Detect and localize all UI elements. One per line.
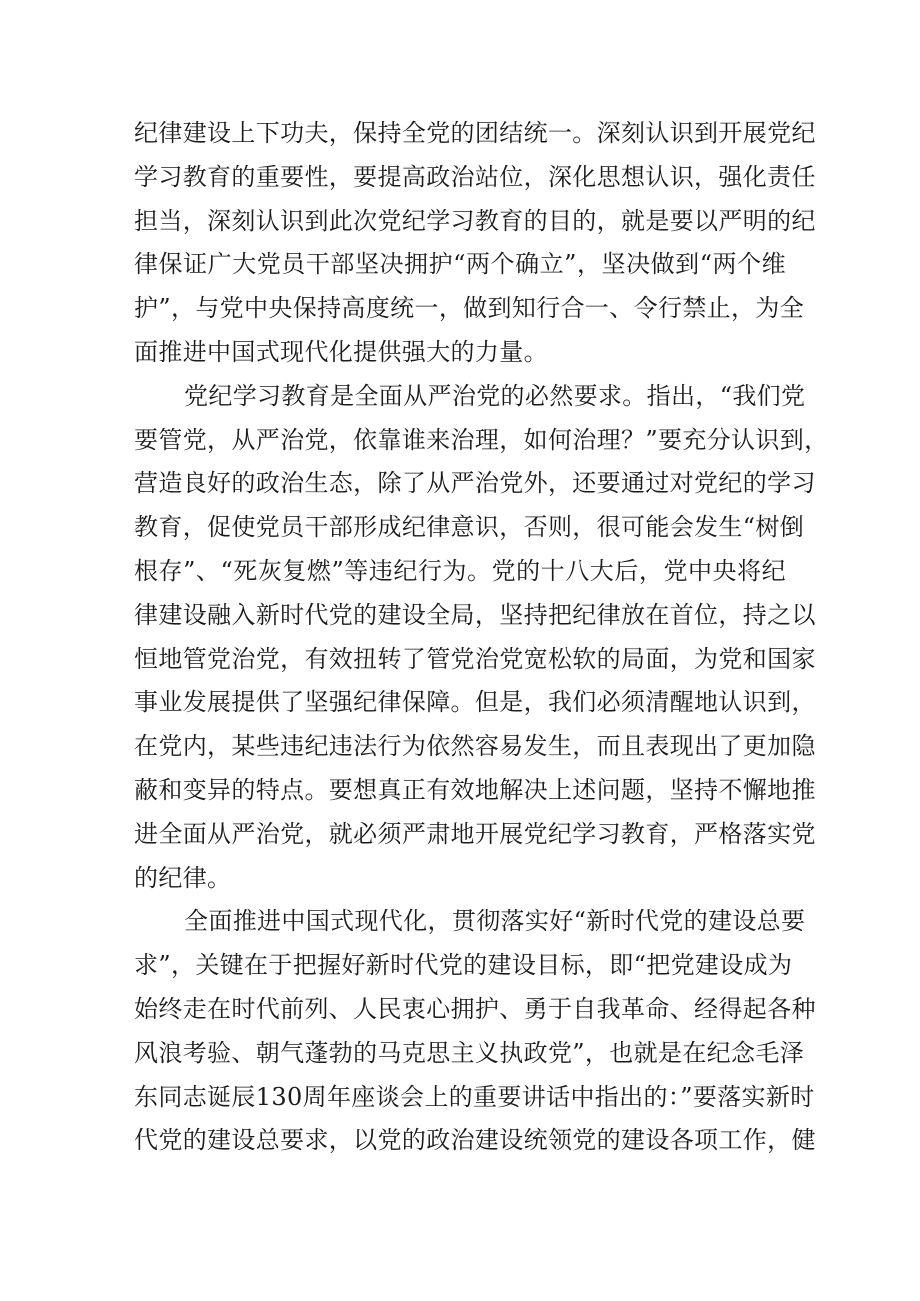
text-line: 的纪律。 — [134, 863, 232, 892]
text-line: 律建设融入新时代党的建设全局，坚持把纪律放在首位，持之以 — [134, 600, 816, 629]
text-line: 蔽和变异的特点。要想真正有效地解决上述问题，坚持不懈地推 — [134, 775, 816, 804]
text-line: 东同志诞辰130周年座谈会上的重要讲话中指出的：”要落实新时 — [134, 1082, 815, 1111]
text-line: 在党内，某些违纪违法行为依然容易发生，而且表现出了更加隐 — [134, 732, 816, 761]
text-line: 党纪学习教育是全面从严治党的必然要求。指出，“我们党 — [184, 381, 806, 410]
text-line: 面推进中国式现代化提供强大的力量。 — [134, 337, 548, 366]
text-line: 求”，关键在于把握好新时代党的建设目标，即“把党建设成为 — [134, 951, 793, 980]
text-line: 风浪考验、朝气蓬勃的马克思主义执政党”，也就是在纪念毛泽 — [134, 1038, 805, 1067]
paragraph-2 — [134, 375, 829, 901]
text-line: 进全面从严治党，就必须严肃地开展党纪学习教育，严格落实党 — [134, 819, 816, 848]
text-line: 代党的建设总要求，以党的政治建设统领党的建设各项工作，健 — [134, 1126, 816, 1155]
text-line: 全面推进中国式现代化，贯彻落实好“新时代党的建设总要 — [184, 907, 806, 936]
document-body — [134, 112, 829, 1163]
paragraph-3 — [134, 900, 816, 1163]
paragraph-1 — [134, 112, 816, 375]
text-line: 营造良好的政治生态，除了从严治党外，还要通过对党纪的学习 — [134, 469, 816, 498]
text-line: 要管党，从严治党，依靠谁来治理，如何治理？”要充分认识到， — [134, 425, 829, 454]
text-line: 事业发展提供了坚强纪律保障。但是，我们必须清醒地认识到， — [134, 688, 816, 717]
text-line: 始终走在时代前列、人民衷心拥护、勇于自我革命、经得起各种 — [134, 994, 816, 1023]
text-line: 教育，促使党员干部形成纪律意识，否则，很可能会发生“树倒 — [134, 513, 805, 542]
text-line: 护”，与党中央保持高度统一，做到知行合一、令行禁止，为全 — [134, 294, 805, 323]
text-line: 担当，深刻认识到此次党纪学习教育的目的，就是要以严明的纪 — [134, 206, 816, 235]
text-line: 根存”、“死灰复燃”等违纪行为。党的十八大后，党中央将纪 — [134, 556, 786, 585]
text-line: 纪律建设上下功夫，保持全党的团结统一。深刻认识到开展党纪 — [134, 119, 816, 147]
text-line: 学习教育的重要性，要提高政治站位，深化思想认识，强化责任 — [134, 162, 816, 191]
text-line: 律保证广大党员干部坚决拥护“两个确立”，坚决做到“两个维 — [134, 250, 786, 279]
text-line: 恒地管党治党，有效扭转了管党治党宽松软的局面，为党和国家 — [134, 644, 816, 673]
